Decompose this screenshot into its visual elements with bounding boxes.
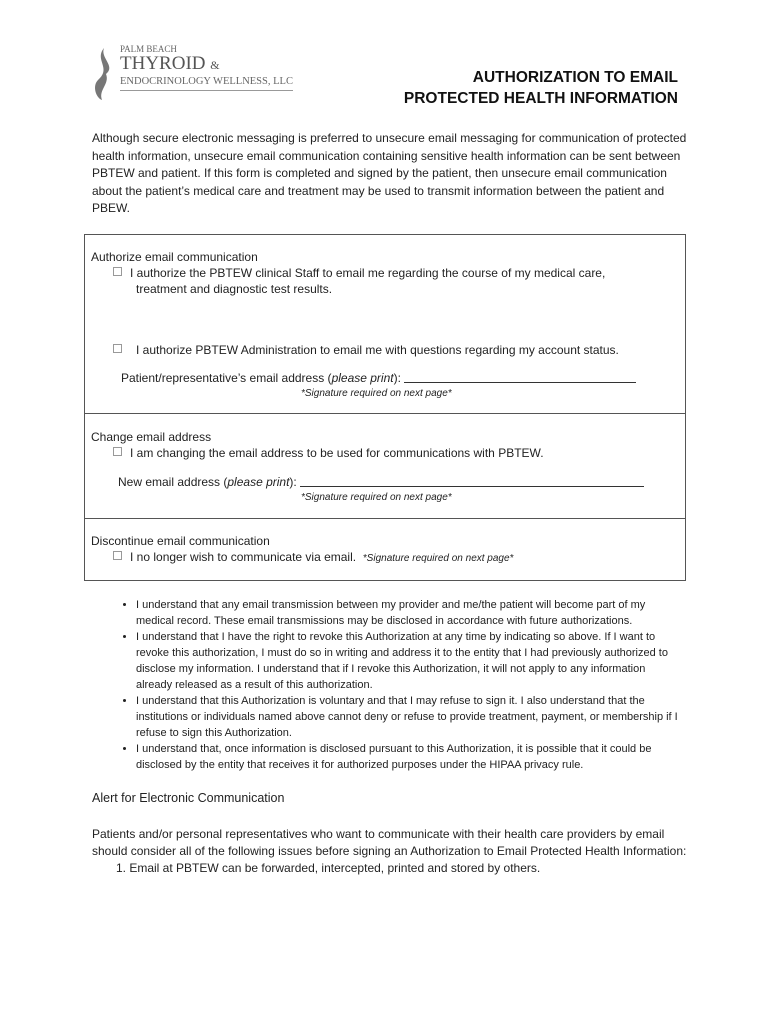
list-item: • I understand that this Authorization is voluntary and that I may refuse to sign it. I also understand that the institutions or individuals named above cannot deny or refuse to provide treatment, payment, or membership if I refuse to sign this Authorization. [136,693,682,741]
logo-amp: & [210,58,220,72]
options-box [84,234,686,581]
page-title [404,67,678,109]
checkbox[interactable] [113,447,122,456]
logo-line2 [120,54,220,75]
checkbox[interactable] [113,267,122,276]
authorize-clinical-option [113,266,605,280]
change-heading: Change email address [91,430,212,444]
logo-line3: ENDOCRINOLOGY WELLNESS, LLC [120,76,293,91]
logo-thyroid: THYROID [120,53,206,74]
discontinue-heading: Discontinue email communication [91,534,270,548]
new-email-field [118,475,644,489]
title-line1: AUTHORIZATION TO EMAIL [472,69,678,86]
discontinue-section [85,519,685,580]
lower-content [92,597,692,877]
option-label: I am changing the email address to be used for communications with PBTEW. [130,446,544,460]
option-label: I authorize the PBTEW clinical Staff to email me regarding the course of my medical care, [130,266,606,280]
new-email-input-line[interactable] [300,475,644,487]
discontinue-option [113,550,513,564]
alert-heading: Alert for Electronic Communication [92,791,285,805]
checkbox[interactable] [113,551,122,560]
email-input-line[interactable] [404,371,636,383]
logo-flame-icon [90,46,118,102]
email-label: Patient/representative’s email address ( [121,371,332,385]
email-label: New email address ( [118,475,228,489]
alert-list-item: 1. Email at PBTEW can be forwarded, intercepted, printed and stored by others. [116,861,541,875]
title-line2: PROTECTED HEALTH INFORMATION [403,90,678,107]
email-label-end: ): [289,475,297,489]
option-label: I authorize PBTEW Administration to email me with questions regarding my account status. [136,343,619,357]
change-section [85,414,685,519]
intro-paragraph: Although secure electronic messaging is preferred to unsecure email messaging for communication of protected health information, unsecure email communication containing sensitive health information can be sent between PBTEW and patient. If this form is completed and signed by the patient, then unsecure email communication about the patient’s medical care and treatment may be used to transmit information between the patient and PBEW. [92,131,687,215]
authorize-heading: Authorize email communication [91,250,258,264]
signature-note: *Signature required on next page* [362,553,514,564]
logo-line1: PALM BEACH [120,44,177,54]
authorize-section [85,235,685,414]
list-item: • I understand that, once information is disclosed pursuant to this Authorization, it is possible that it could be disclosed by the entity that receives it for authorized purposes under the HIPAA privacy rule. [136,741,682,773]
email-field [121,371,636,385]
alert-paragraph: Patients and/or personal representatives who want to communicate with their health care providers by email should consider all of the following issues before signing an Authorization to Email Protected Health Information: [92,827,687,858]
company-logo [88,44,318,104]
acknowledgement-list [110,597,682,773]
email-label-italic: please print [331,371,394,385]
email-label-end: ): [393,371,401,385]
signature-note: *Signature required on next page* [301,388,452,399]
email-label-italic: please print [227,475,290,489]
option-label-cont: treatment and diagnostic test results. [136,282,333,296]
option-label: I no longer wish to communicate via email. [130,550,357,564]
change-option [113,446,544,460]
checkbox[interactable] [113,344,122,353]
authorize-admin-option [113,343,619,357]
list-item: • I understand that any email transmission between my provider and me/the patient will become part of my medical record. These email transmissions may be disclosed in accordance with future authorizations. [136,597,682,629]
list-item: • I understand that I have the right to revoke this Authorization at any time by indicating so above. If I want to revoke this authorization, I must do so in writing and address it to the entity that I had previously authorized to disclose my information. I understand that if I revoke this Authorization, it will not apply to any information already released as a result of this authorization. [136,629,682,693]
signature-note: *Signature required on next page* [301,492,452,503]
